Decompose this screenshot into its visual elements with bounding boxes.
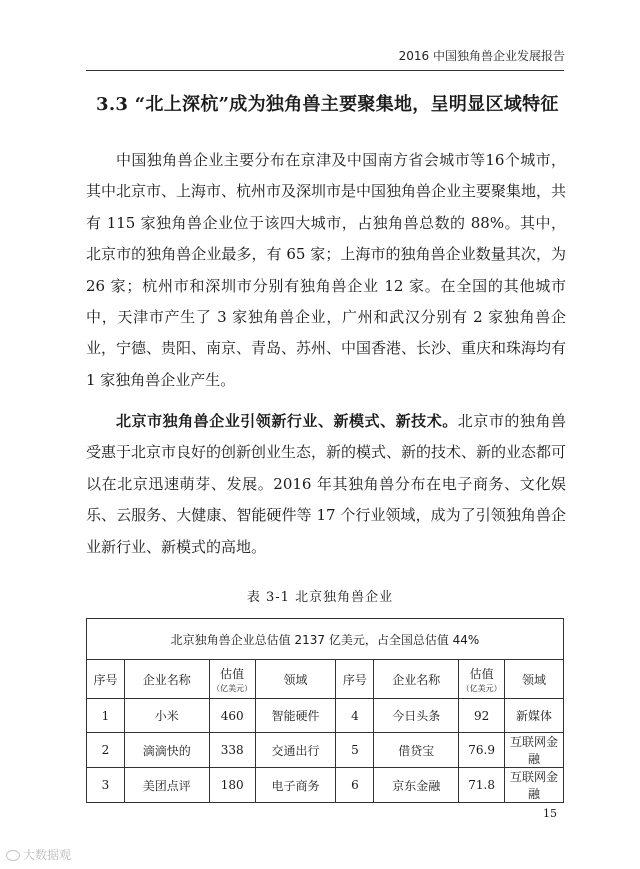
row-company: 京东金融 — [374, 768, 459, 803]
header-value-label: 估值 — [220, 666, 245, 681]
row-no: 3 — [87, 768, 125, 803]
header-value — [209, 660, 255, 699]
row-value: 460 — [209, 699, 255, 733]
row-company: 小米 — [124, 699, 209, 733]
paragraph-2 — [86, 406, 566, 563]
row-field: 交通出行 — [255, 733, 336, 768]
paragraph-2-text — [86, 406, 566, 563]
row-value: 92 — [459, 699, 505, 733]
row-value: 76.9 — [459, 733, 505, 768]
row-company: 借贷宝 — [374, 733, 459, 768]
row-no: 2 — [87, 733, 125, 768]
row-field: 电子商务 — [255, 768, 336, 803]
table-title: 北京独角兽企业总估值 2137 亿美元，占全国总估值 44% — [87, 619, 564, 660]
row-field: 互联网金融 — [505, 768, 564, 803]
header-field: 领域 — [505, 660, 564, 699]
paragraph-1 — [86, 145, 566, 396]
watermark — [6, 846, 71, 863]
header-field: 领域 — [255, 660, 336, 699]
wechat-bubble-icon — [6, 850, 20, 861]
row-company: 美团点评 — [124, 768, 209, 803]
table-row — [87, 768, 564, 803]
table-title-row — [87, 619, 564, 660]
row-value: 338 — [209, 733, 255, 768]
paragraph-2-body: 北京市的独角兽受惠于北京市良好的创新创业生态，新的模式、新的技术、新的业态都可以在北京迅速萌芽、发展。2016 年其独角兽分布在电子商务、文化娱乐、云服务、大健康、智能硬件等 17 个行业领域，成为了引领独角兽企业新行业、新模式的高地。 — [86, 412, 567, 556]
header-name: 企业名称 — [374, 660, 459, 699]
beijing-unicorn-table — [86, 618, 564, 803]
paragraph-1-text: 中国独角兽企业主要分布在京津及中国南方省会城市等16个城市，其中北京市、上海市、杭州市及深圳市是中国独角兽企业主要聚集地，共有 115 家独角兽企业位于该四大城市，占独角兽总数的 88%。其中，北京市的独角兽企业最多，有 65 家；上海市的独角兽企业数量其次，为 26 家；杭州市和深圳市分别有独角兽企业 12 家。在全国的其他城市中，天津市产生了 3 家独角兽企业，广州和武汉分别有 2 家独角兽企业，宁德、贵阳、南京、青岛、苏州、中国香港、长沙、重庆和珠海均有 1 家独角兽企业产生。 — [86, 151, 567, 389]
header-value-label: 估值 — [469, 666, 494, 681]
paragraph-2-lead: 北京市独角兽企业引领新行业、新模式、新技术。 — [116, 412, 458, 430]
row-no: 4 — [336, 699, 374, 733]
row-field: 新媒体 — [505, 699, 564, 733]
row-company: 今日头条 — [374, 699, 459, 733]
row-field: 智能硬件 — [255, 699, 336, 733]
table-header-row — [87, 660, 564, 699]
watermark-text: 大数据观 — [23, 848, 72, 862]
header-name: 企业名称 — [124, 660, 209, 699]
row-value: 71.8 — [459, 768, 505, 803]
row-field: 互联网金融 — [505, 733, 564, 768]
table-caption: 表 3-1 北京独角兽企业 — [246, 590, 394, 605]
header-divider — [86, 70, 564, 71]
row-no: 6 — [336, 768, 374, 803]
row-no: 1 — [87, 699, 125, 733]
table-row — [87, 733, 564, 768]
header-no: 序号 — [87, 660, 125, 699]
running-header: 2016 中国独角兽企业发展报告 — [398, 49, 565, 63]
table-row — [87, 699, 564, 733]
header-value — [459, 660, 505, 699]
row-no: 5 — [336, 733, 374, 768]
row-company: 滴滴快的 — [124, 733, 209, 768]
header-value-unit: （亿美元） — [461, 683, 502, 693]
page-number: 15 — [543, 807, 557, 820]
header-value-unit: （亿美元） — [212, 683, 253, 693]
row-value: 180 — [209, 768, 255, 803]
header-no: 序号 — [336, 660, 374, 699]
section-heading: 3.3 “北上深杭”成为独角兽主要聚集地，呈明显区域特征 — [96, 94, 559, 115]
